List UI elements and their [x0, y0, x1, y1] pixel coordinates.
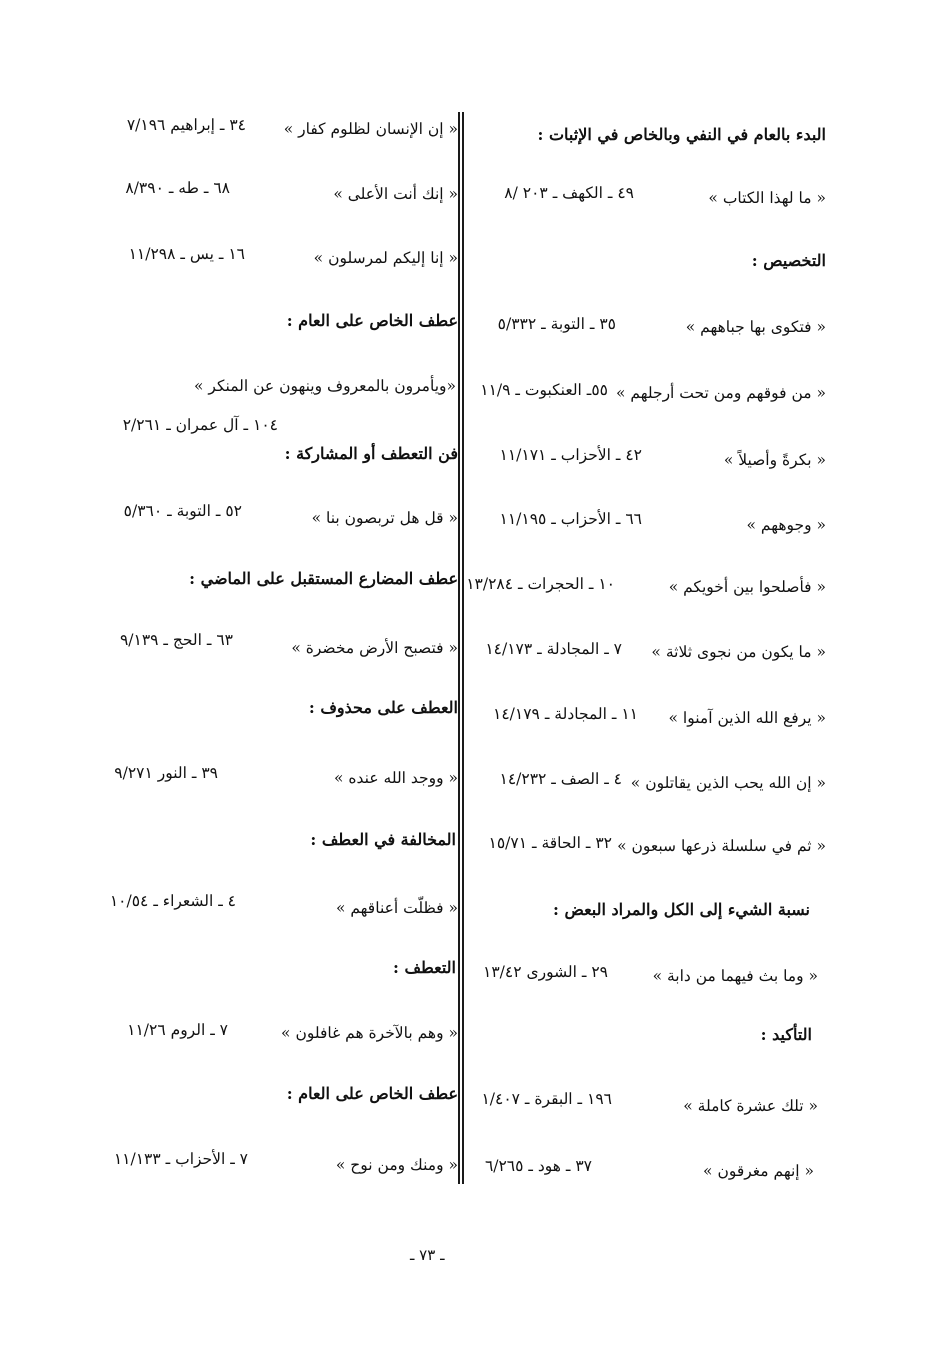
reference: ١٠٤ ـ آل عمران ـ ٢/٢٦١ — [122, 416, 278, 434]
reference: ٥٥ـ العنكبوت ـ ١١/٩ — [480, 381, 608, 399]
quote: « إنا إليكم لمرسلون » — [313, 249, 458, 267]
quote: « فتصبح الأرض مخضرة » — [291, 639, 458, 657]
reference: ٤٢ ـ الأحزاب ـ ١١/١٧١ — [499, 446, 642, 464]
quote: « إنهم مغرقون » — [703, 1162, 814, 1180]
section-heading: عطف الخاص على العام : — [286, 1084, 458, 1103]
quote: « ما لهذا الكتاب » — [708, 189, 826, 207]
quote: « إن الله يحب الذين يقاتلون » — [630, 774, 826, 792]
section-heading: العطف على محذوف : — [308, 698, 458, 717]
reference: ٧ ـ المجادلة ـ ١٤/١٧٣ — [485, 640, 622, 658]
quote: « من فوقهم ومن تحت أرجلهم » — [615, 384, 826, 402]
reference: ٦٦ ـ الأحزاب ـ ١١/١٩٥ — [499, 510, 642, 528]
reference: ٤ ـ الشعراء ـ ١٠/٥٤ — [109, 892, 236, 910]
quote: « ثم في سلسلة ذرعها سبعون » — [617, 837, 826, 855]
quote: « فتكوى بها جباههم » — [685, 318, 826, 336]
reference: ١٦ ـ يس ـ ١١/٢٩٨ — [128, 245, 245, 263]
reference: ١٠ ـ الحجرات ـ ١٣/٢٨٤ — [466, 575, 615, 593]
section-heading: عطف الخاص على العام : — [286, 311, 458, 330]
quote: « يرفع الله الذين آمنوا » — [668, 709, 826, 727]
reference: ٣٥ ـ التوبة ـ ٥/٣٣٢ — [497, 315, 616, 333]
reference: ٣٢ ـ الحاقة ـ ١٥/٧١ — [488, 834, 612, 852]
reference: ١١ ـ المجادلة ـ ١٤/١٧٩ — [493, 705, 638, 723]
section-heading: التخصيص : — [751, 251, 826, 270]
quote: « قل هل تربصون بنا » — [311, 509, 458, 527]
quote: « وجوههم » — [746, 516, 826, 534]
quote: « تلك عشرة كاملة » — [683, 1097, 818, 1115]
section-heading: المخالفة في العطف : — [310, 830, 456, 849]
quote: «ويأمرون بالمعروف وينهون عن المنكر » — [194, 377, 456, 395]
quote: « إن الإنسان لظلوم كفار » — [283, 120, 458, 138]
section-heading: البدء بالعام في النفي وبالخاص في الإثبات : — [537, 125, 826, 144]
quote: « ومنك ومن نوح » — [335, 1156, 458, 1174]
quote: « ما يكون من نجوى ثلاثة » — [651, 643, 826, 661]
quote: « بكرةً وأصيلاً » — [723, 451, 826, 469]
reference: ٣٧ ـ هود ـ ٦/٢٦٥ — [484, 1157, 592, 1175]
quote: « وهم بالآخرة هم غافلون » — [281, 1024, 458, 1042]
section-heading: فن التعطف أو المشاركة : — [284, 444, 458, 463]
reference: ٣٩ ـ النور ٩/٢٧١ — [114, 764, 218, 782]
reference: ٤٩ ـ الكهف ـ ٢٠٣ /٨ — [504, 184, 634, 202]
quote: « إنك أنت الأعلى » — [333, 185, 458, 203]
reference: ٥٢ ـ التوبة ـ ٥/٣٦٠ — [123, 502, 242, 520]
column-divider — [462, 112, 464, 1184]
reference: ٧ ـ الأحزاب ـ ١١/١٣٣ — [113, 1150, 248, 1168]
reference: ٦٣ ـ الحج ـ ٩/١٣٩ — [119, 631, 233, 649]
reference: ١٩٦ ـ البقرة ـ ١/٤٠٧ — [481, 1090, 612, 1108]
section-heading: التعطف : — [392, 958, 456, 977]
quote: « فأصلحوا بين أخويكم » — [668, 578, 826, 596]
reference: ٢٩ ـ الشورى ١٣/٤٢ — [483, 963, 608, 981]
reference: ٦٨ ـ طه ـ ٨/٣٩٠ — [125, 179, 230, 197]
reference: ٤ ـ الصف ـ ١٤/٢٣٢ — [499, 770, 622, 788]
section-heading: التأكيد : — [760, 1025, 812, 1044]
section-heading: نسبة الشيء إلى الكل والمراد البعض : — [552, 900, 810, 919]
reference: ٣٤ ـ إبراهيم ٧/١٩٦ — [126, 116, 246, 134]
reference: ٧ ـ الروم ١١/٢٦ — [127, 1021, 228, 1039]
quote: « ووجد الله عنده » — [333, 769, 458, 787]
quote: « فظلّت أعناقهم » — [335, 899, 458, 917]
page-number: ـ ٧٣ ـ — [410, 1246, 445, 1264]
quote: « وما بث فيهما من دابة » — [652, 967, 818, 985]
section-heading: عطف المضارع المستقبل على الماضي : — [189, 569, 458, 588]
